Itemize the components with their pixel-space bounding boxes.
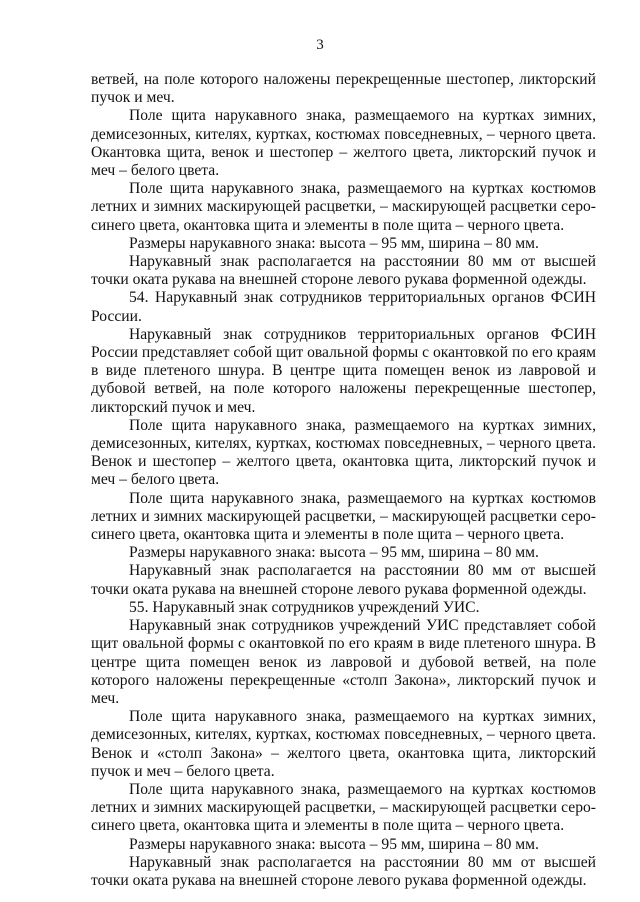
paragraph-camouflage-colors: Поле щита нарукавного знака, размещаемого на куртках костюмов летних и зимних маскирующей расцветки, – маскирующей расцветки серо-синего цвета, окантовка щита и элементы в поле щита – черного цвета. bbox=[91, 180, 596, 234]
document-body bbox=[91, 71, 596, 890]
paragraph-54-placement: Нарукавный знак располагается на расстоянии 80 мм от высшей точки оката рукава на внешней стороне левого рукава форменной одежды. bbox=[91, 562, 596, 598]
paragraph-54-dimensions: Размеры нарукавного знака: высота – 95 мм, ширина – 80 мм. bbox=[129, 544, 539, 562]
paragraph-dimensions: Размеры нарукавного знака: высота – 95 мм, ширина – 80 мм. bbox=[129, 234, 539, 252]
page-number: 3 bbox=[316, 37, 324, 53]
paragraph-55-winter-colors: Поле щита нарукавного знака, размещаемого на куртках зимних, демисезонных, кителях, куртках, костюмах повседневных, – черного цвета. Венок и «столп Закона» – желтого цвета, окантовка щита, ликторский пучок и меч – белого цвета. bbox=[91, 708, 596, 780]
paragraph-55-placement: Нарукавный знак располагается на расстоянии 80 мм от высшей точки оката рукава на внешней стороне левого рукава форменной одежды. bbox=[91, 853, 596, 889]
paragraph-54-camouflage-colors: Поле щита нарукавного знака, размещаемого на куртках костюмов летних и зимних маскирующей расцветки, – маскирующей расцветки серо-синего цвета, окантовка щита и элементы в поле щита – черного цвета. bbox=[91, 489, 596, 544]
section-54-heading: 54. Нарукавный знак сотрудников территориальных органов ФСИН России. bbox=[91, 289, 596, 325]
paragraph-continuation: ветвей, на поле которого наложены перекрещенные шестопер, ликторский пучок и меч. bbox=[91, 71, 596, 107]
paragraph-placement: Нарукавный знак располагается на расстоянии 80 мм от высшей точки оката рукава на внешней стороне левого рукава форменной одежды. bbox=[91, 253, 596, 289]
paragraph-winter-colors: Поле щита нарукавного знака, размещаемого на куртках зимних, демисезонных, кителях, куртках, костюмах повседневных, – черного цвета. Окантовка щита, венок и шестопер – желтого цвета, ликторский пучок и меч – белого цвета. bbox=[91, 107, 596, 180]
paragraph-54-winter-colors: Поле щита нарукавного знака, размещаемого на куртках зимних, демисезонных, кителях, куртках, костюмах повседневных, – черного цвета. Венок и шестопер – желтого цвета, окантовка щита, ликторский пучок и меч – белого цвета. bbox=[91, 416, 596, 489]
section-55-heading: 55. Нарукавный знак сотрудников учреждений УИС. bbox=[129, 598, 480, 616]
paragraph-55-description: Нарукавный знак сотрудников учреждений УИС представляет собой щит овальной формы с окантовкой по его краям в виде плетеного шнура. В центре щита помещен венок из лавровой и дубовой ветвей, на поле которого наложены перекрещенные «столп Закона», ликторский пучок и меч. bbox=[91, 617, 596, 707]
paragraph-55-dimensions: Размеры нарукавного знака: высота – 95 мм, ширина – 80 мм. bbox=[129, 835, 539, 853]
paragraph-55-camouflage-colors: Поле щита нарукавного знака, размещаемого на куртках костюмов летних и зимних маскирующей расцветки, – маскирующей расцветки серо-синего цвета, окантовка щита и элементы в поле щита – черного цвета. bbox=[91, 780, 596, 835]
paragraph-54-description: Нарукавный знак сотрудников территориальных органов ФСИН России представляет собой щит овальной формы с окантовкой по его краям в виде плетеного шнура. В центре щита помещен венок из лавровой и дубовой ветвей, на поле которого наложены перекрещенные шестопер, ликторский пучок и меч. bbox=[91, 325, 596, 416]
